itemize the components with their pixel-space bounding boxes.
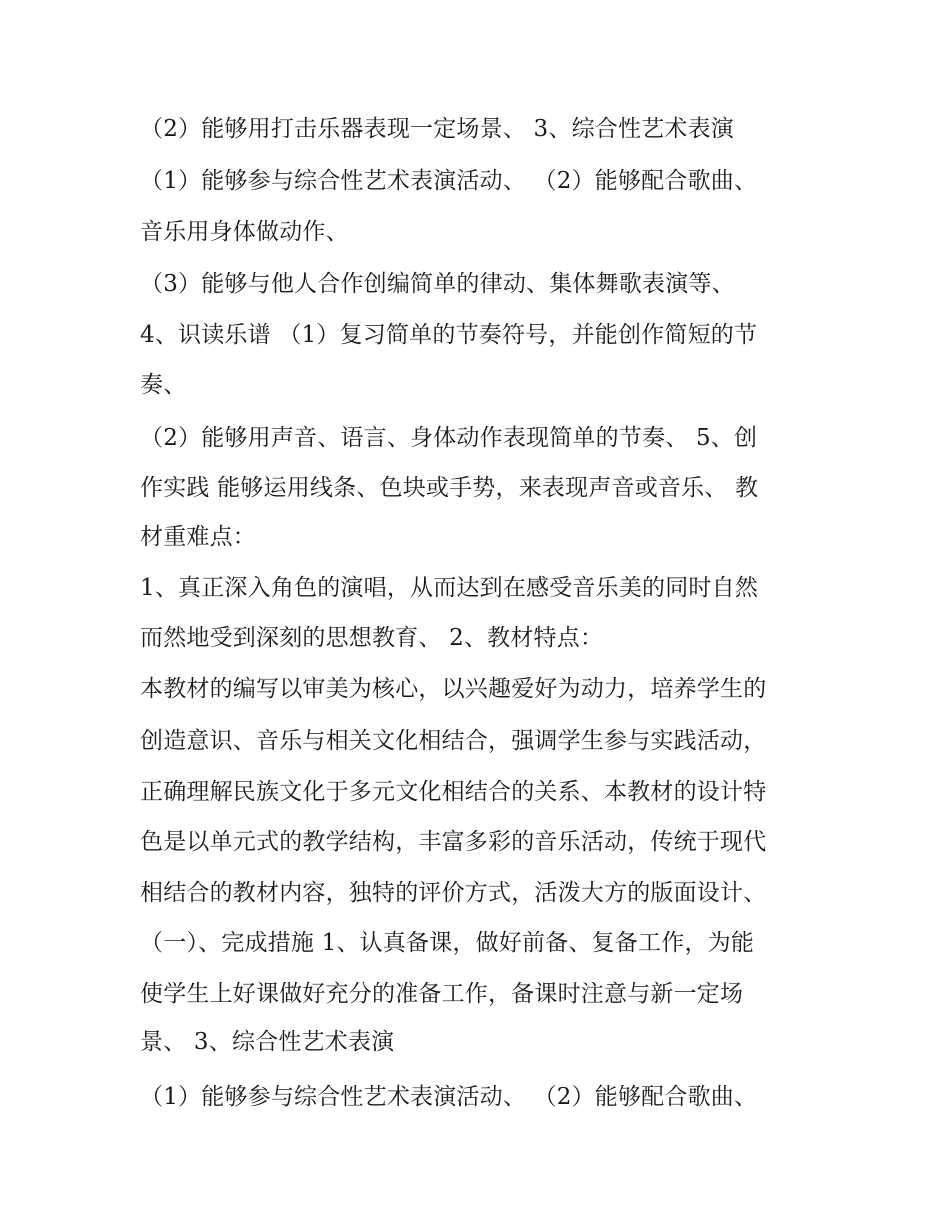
text-line: （一）、完成措施 1、认真备课，做好前备、复备工作，为能 bbox=[140, 930, 755, 956]
text-line: （1）能够参与综合性艺术表演活动、 （2）能够配合歌曲、 bbox=[140, 1084, 758, 1110]
text-line: 音乐用身体做动作、 bbox=[140, 219, 349, 245]
text-line: 材重难点： bbox=[140, 524, 256, 550]
text-line: 相结合的教材内容，独特的评价方式，活泼大方的版面设计、 bbox=[140, 880, 767, 906]
text-line: 奏、 bbox=[140, 372, 187, 398]
text-line: 1、真正深入角色的演唱，从而达到在感受音乐美的同时自然 bbox=[140, 575, 759, 601]
text-line: 本教材的编写以审美为核心，以兴趣爱好为动力，培养学生的 bbox=[140, 676, 767, 702]
text-line: （2）能够用声音、语言、身体动作表现简单的节奏、 5、创 bbox=[140, 425, 758, 451]
text-line: 4、识读乐谱 （1）复习简单的节奏符号，并能创作简短的节 bbox=[140, 322, 758, 348]
text-line: （1）能够参与综合性艺术表演活动、 （2）能够配合歌曲、 bbox=[140, 168, 758, 194]
text-line: （3）能够与他人合作创编简单的律动、集体舞歌表演等、 bbox=[140, 271, 735, 297]
text-line: 景、 3、综合性艺术表演 bbox=[140, 1029, 395, 1055]
text-line: 使学生上好课做好充分的准备工作，备课时注意与新一定场 bbox=[140, 981, 744, 1007]
text-line: （2）能够用打击乐器表现一定场景、 3、综合性艺术表演 bbox=[140, 116, 734, 142]
text-line: 作实践 能够运用线条、色块或手势，来表现声音或音乐、 教 bbox=[140, 475, 759, 501]
text-line: 正确理解民族文化于多元文化相结合的关系、本教材的设计特 bbox=[140, 779, 767, 805]
text-line: 创造意识、音乐与相关文化相结合，强调学生参与实践活动， bbox=[140, 728, 767, 754]
text-line: 色是以单元式的教学结构，丰富多彩的音乐活动，传统于现代 bbox=[140, 829, 767, 855]
text-line: 而然地受到深刻的思想教育、 2、教材特点： bbox=[140, 625, 604, 651]
